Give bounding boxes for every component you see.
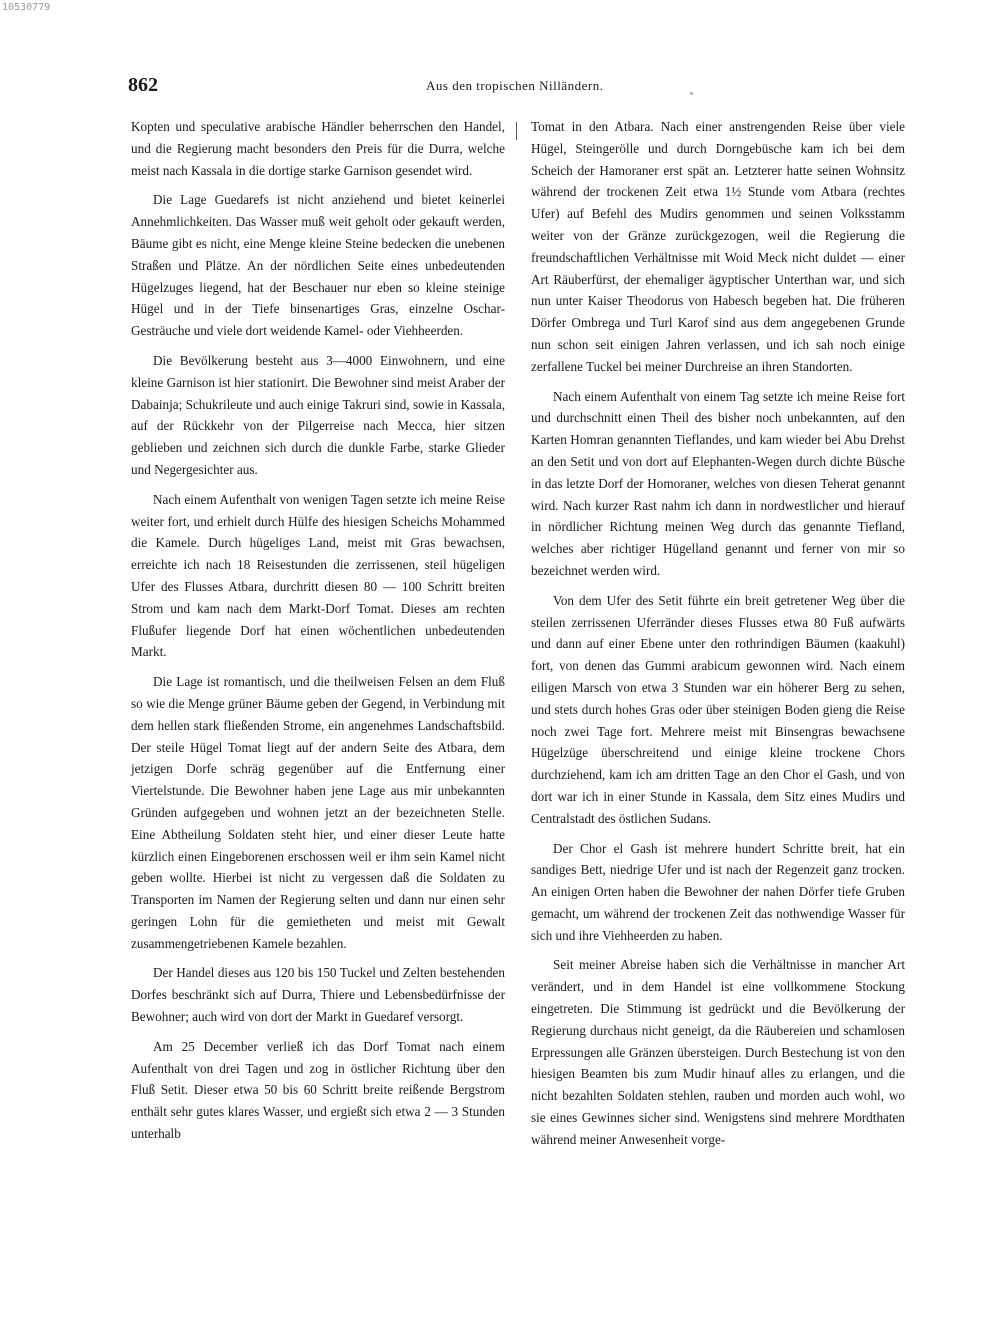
page-number: 862 [128, 74, 158, 96]
paragraph: Von dem Ufer des Setit führte ein breit getretener Weg über die steilen zerrissenen Uferränder dieses Flusses etwa 80 Fuß aufwärts und dann auf einer Ebene unter den rothrindigen Bäumen (kaakuhl) fort, von denen das Gummi arabicum gewonnen wird. Nach einem eiligen Marsch von etwa 3 Stunden war ein höherer Berg zu sehen, und stets durch hohes Gras oder über steinigen Boden gieng die Reise noch zwei Tage fort. Mehrere meist mit Binsengras bewachsene Hügelzüge überschreitend und einige kleine trockene Chors durchziehend, kam ich am dritten Tage an den Chor el Gash, und von dort war ich in einer Stunde in Kassala, dem Sitz eines Mudirs und Centralstadt des östlichen Sudans. [531, 592, 905, 826]
paragraph: Kopten und speculative arabische Händler beherrschen den Handel, und die Regierung macht besonders den Preis für die Durra, welche meist nach Kassala in die dortige starke Garnison gesendet wird. [131, 119, 505, 178]
paragraph: Nach einem Aufenthalt von einem Tag setzte ich meine Reise fort und durchschnitt einen Theil des bisher noch unbekannten, auf den Karten Homran genannten Tieflandes, und kam wieder bei Abu Drehst an den Setit und von dort auf Elephanten-Wegen durch dichte Büsche in das letzte Dorf der Homoraner, welches von diesen Teherat genannt wird. Nach kurzer Rast nahm ich dann in nordwestlicher und hierauf in nördlicher Richtung meinen Weg durch das genannte Tiefland, welches aber richtiger Hügelland genannt und ferner von mir so bezeichnet werden wird. [531, 388, 905, 578]
paragraph: Der Handel dieses aus 120 bis 150 Tuckel und Zelten bestehenden Dorfes beschränkt sich auf Durra, Thiere und Lebensbedürfnisse der Bewohner; auch wird von dort der Markt in Guedaref versorgt. [131, 965, 505, 1025]
paragraph: Der Chor el Gash ist mehrere hundert Schritte breit, hat ein sandiges Bett, niedrige Ufer und ist nach der Regenzeit ganz trocken. An einigen Orten haben die Bewohner der nahen Dörfer tiefe Gruben gemacht, um während der trockenen Zeit das nothwendige Wasser für sich und ihre Viehheerden zu haben. [531, 840, 905, 943]
paragraph: Seit meiner Abreise haben sich die Verhältnisse in mancher Art verändert, und in dem Handel ist eine vollkommene Stockung eingetreten. Die Stimmung ist gedrückt und die Bevölkerung der Regierung durchaus nicht geneigt, da die Räubereien und schamlosen Erpressungen alle Gränzen übersteigen. Durch Bestechung ist von den hiesigen Beamten bis zum Mudir hinauf alles zu erlangen, und die nicht bezahlten Soldaten stehlen, rauben und morden auch wohl, wo sie eines Gewinnes sicher sind. Wenigstens sind mehrere Mordthaten während meiner Anwesenheit vorge- [531, 957, 905, 1147]
column-divider [516, 122, 517, 140]
paragraph: Die Bevölkerung besteht aus 3—4000 Einwohnern, und eine kleine Garnison ist hier stationirt. Die Bewohner sind meist Araber der Dabainja; Schukrileute und auch einige Takruri sind, sowie in Kassala, auf der Rückkehr von der Pilgerreise nach Mecca, hier sitzen geblieben und zeichnen sich durch die dunkle Farbe, starke Glieder und Negergesichter aus. [131, 352, 505, 477]
paragraph: Am 25 December verließ ich das Dorf Tomat nach einem Aufenthalt von drei Tagen und zog in östlicher Richtung über den Fluß Setit. Dieser etwa 50 bis 60 Schritt breite reißende Bergstrom enthält sehr gutes klares Wasser, und ergießt sich etwa 2 — 3 Stunden unterhalb [131, 1038, 505, 1142]
running-title: Aus den tropischen Nilländern. [426, 78, 604, 93]
paper-speck [690, 92, 693, 95]
paragraph: Nach einem Aufenthalt von wenigen Tagen setzte ich meine Reise weiter fort, und erhielt durch Hülfe des hiesigen Scheichs Mohammed die Kamele. Durch hügeliges Land, meist mit Gras bewachsen, erreichte ich nach 18 Reisestunden die zerrissenen, steil hügeligen Ufer des Flusses Atbara, durchritt diesen 80 — 100 Schritt breiten Strom und kam nach dem Markt-Dorf Tomat. Dieses am rechten Flußufer liegende Dorf hat einen wöchentlichen unbedeutenden Markt. [131, 491, 505, 660]
paragraph: Die Lage ist romantisch, und die theilweisen Felsen an dem Fluß so wie die Menge grüner Bäume geben der Gegend, in Verbindung mit dem hellen stark fließenden Strome, ein angenehmes Landschaftsbild. Der steile Hügel Tomat liegt auf der andern Seite des Atbara, dem jetzigen Dorfe schräg gegenüber auf die Entfernung einer Viertelstunde. Die Bewohner haben jene Lage aus mir unbekannten Gründen aufgegeben und wohnen jetzt an der bezeichneten Stelle. Eine Abtheilung Soldaten steht hier, und einer dieser Leute hatte kürzlich einen Eingeborenen erschossen weil er ihm sein Kamel nicht geben wollte. Hierbei ist nicht zu vergessen daß die Soldaten zu Transporten im Namen der Regierung selten und dann nur einen sehr geringen Lohn für die gemietheten und meist mit Gewalt zusammengetriebenen Kamele bezahlen. [131, 674, 505, 951]
right-column [531, 116, 905, 1159]
paragraph: Die Lage Guedarefs ist nicht anziehend und bietet keinerlei Annehmlichkeiten. Das Wasser muß weit geholt oder gekauft werden, Bäume gibt es nicht, eine Menge kleine Steine bedecken die unebenen Straßen und Plätze. An der nördlichen Seite eines unbedeutenden Hügelzuges liegend, hat der Beschauer nur eben so kleine steinige Hügel und in der Tiefe binsenartiges Gras, einzelne Oschar-Gesträuche und viele dort weidende Kamel- oder Viehheerden. [131, 192, 505, 339]
paragraph: Tomat in den Atbara. Nach einer anstrengenden Reise über viele Hügel, Steingerölle und durch Dorngebüsche kam ich bei dem Scheich der Hamoraner erst spät an. Letzterer hatte seinen Wohnsitz während der trockenen Zeit etwa 1½ Stunde vom Atbara (rechtes Ufer) auf Befehl des Mudirs genommen und seinen Volksstamm weiter von der Gränze zurückgezogen, weil die Regierung die freundschaftlichen Verhältnisse mit Woid Meck nicht duldet — einer Art Räuberfürst, der ehemaliger ägyptischer Unterthan war, und sich nun unter Kaiser Theodorus von Habesch begeben hat. Die früheren Dörfer Ombrega und Turl Karof sind aus dem angegebenen Grunde nun schon seit einigen Jahren verlassen, und ich sah noch einige zerfallene Tuckel bei meiner Durchreise an ihren Standorten. [531, 119, 905, 374]
left-column [131, 116, 505, 1153]
catalog-id: 10530779 [2, 2, 51, 13]
